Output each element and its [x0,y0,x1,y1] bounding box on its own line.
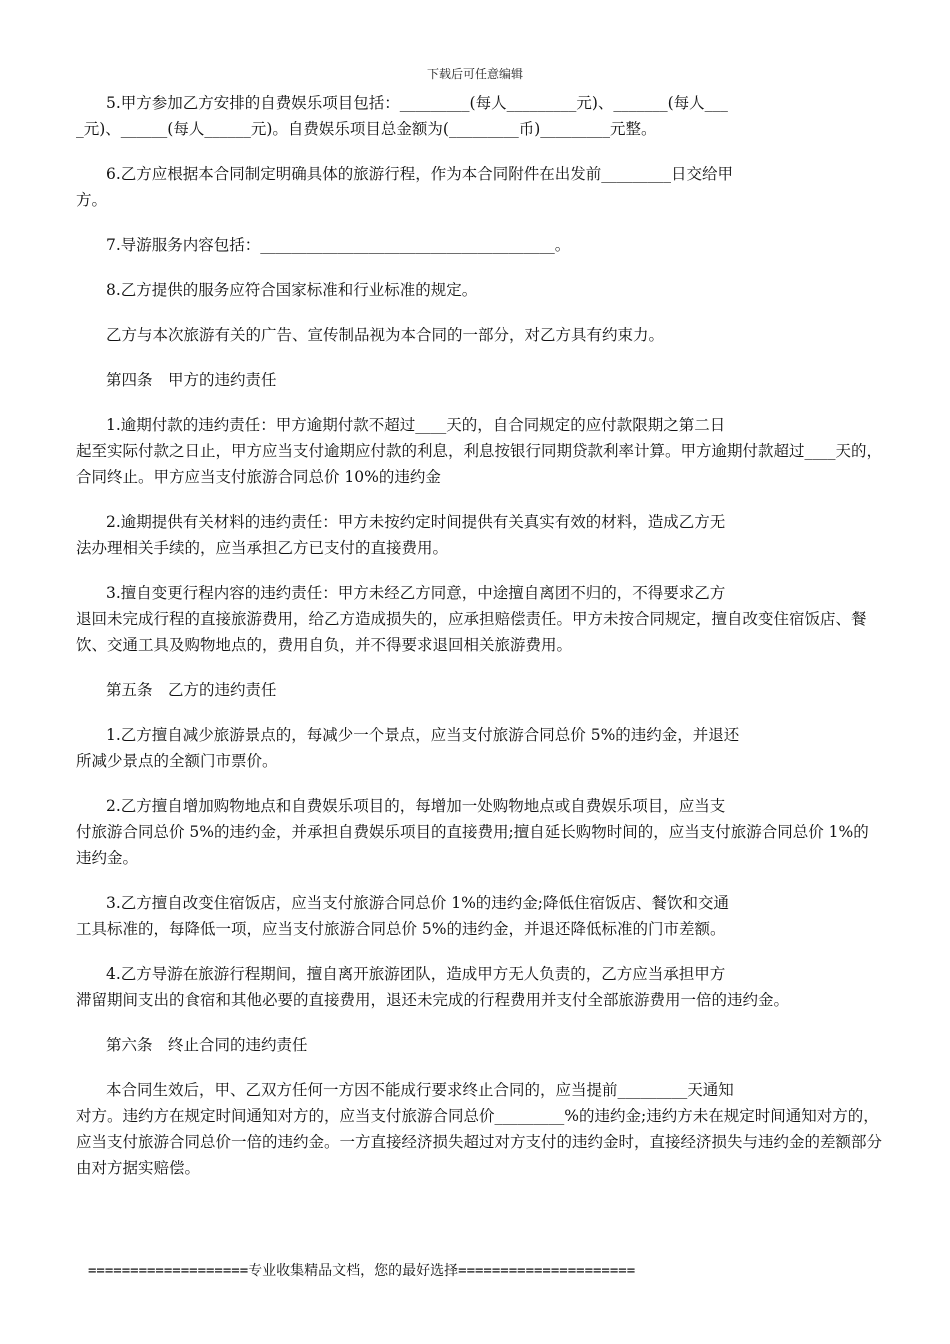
paragraph-continuation: 方。 [76,191,108,209]
paragraph-first-line: 4.乙方导游在旅游行程期间，擅自离开旅游团队，造成甲方无人负责的，乙方应当承担甲方 [106,965,726,983]
section-title: 第四条 甲方的违约责任 [106,371,277,389]
paragraph-continuation: 法办理相关手续的，应当承担乙方已支付的直接费用。 [76,539,449,557]
document-body [76,90,883,1200]
clause-paragraph [76,722,882,774]
paragraph-first-line: 3.擅自变更行程内容的违约责任：甲方未经乙方同意，中途擅自离团不归的，不得要求乙方 [106,584,726,602]
paragraph-continuation: 退回未完成行程的直接旅游费用，给乙方造成损失的，应承担赔偿责任。甲方未按合同规定，擅自改变住宿饭店、餐饮、交通工具及购物地点的，费用自负，并不得要求退回相关旅游费用。 [76,610,867,654]
footer-note: ===================专业收集精品文档，您的最好选择===================== [88,1263,636,1279]
paragraph-continuation: 所减少景点的全额门市票价。 [76,752,278,770]
clause-paragraph [76,412,883,490]
header-note: 下载后可任意编辑 [426,67,523,81]
paragraph-first-line: 乙方与本次旅游有关的广告、宣传制品视为本合同的一部分，对乙方具有约束力。 [106,326,665,344]
paragraph-first-line: 1.逾期付款的违约责任：甲方逾期付款不超过____天的，自合同规定的应付款限期之第二日 [106,416,726,434]
clause-paragraph [76,90,882,142]
paragraph-continuation: 滞留期间支出的食宿和其他必要的直接费用，退还未完成的行程费用并支付全部旅游费用一倍的违约金。 [76,991,790,1009]
paragraph-first-line: 7.导游服务内容包括：______________________________________。 [106,236,571,254]
paragraph-first-line: 5.甲方参加乙方安排的自费娱乐项目包括：_________(每人_________元)、_______(每人___ [106,94,728,112]
clause-paragraph [76,793,882,871]
clause-paragraph [106,277,882,303]
paragraph-first-line: 3.乙方擅自改变住宿饭店，应当支付旅游合同总价 1%的违约金;降低住宿饭店、餐饮和交通 [106,894,730,912]
clause-paragraph [76,509,882,561]
clause-paragraph [76,1077,883,1181]
paragraph-continuation: 起至实际付款之日止，甲方应当支付逾期应付款的利息，利息按银行同期贷款利率计算。甲方逾期付款超过____天的，合同终止。甲方应当支付旅游合同总价 10%的违约金 [76,442,883,486]
paragraph-first-line: 8.乙方提供的服务应符合国家标准和行业标准的规定。 [106,281,478,299]
clause-paragraph [76,161,882,213]
paragraph-first-line: 2.乙方擅自增加购物地点和自费娱乐项目的，每增加一处购物地点或自费娱乐项目，应当支 [106,797,726,815]
paragraph-first-line: 本合同生效后，甲、乙双方任何一方因不能成行要求终止合同的，应当提前_________天通知 [106,1081,734,1099]
paragraph-continuation: 对方。违约方在规定时间通知对方的，应当支付旅游合同总价_________%的违约金;违约方未在规定时间通知对方的，应当支付旅游合同总价一倍的违约金。一方直接经济损失超过对方支付的违约金时，直接经济损失与违约金的差额部分由对方据实赔偿。 [76,1107,883,1177]
clause-paragraph [76,961,882,1013]
clause-paragraph [76,580,882,658]
paragraph-first-line: 2.逾期提供有关材料的违约责任：甲方未按约定时间提供有关真实有效的材料，造成乙方无 [106,513,726,531]
clause-paragraph [76,890,882,942]
paragraph-first-line: 6.乙方应根据本合同制定明确具体的旅游行程，作为本合同附件在出发前_________日交给甲 [106,165,734,183]
paragraph-continuation: _元)、______(每人______元)。自费娱乐项目总金额为(_________币)_________元整。 [76,120,657,138]
clause-paragraph [106,322,882,348]
clause-paragraph [106,232,882,258]
paragraph-continuation: 工具标准的，每降低一项，应当支付旅游合同总价 5%的违约金，并退还降低标准的门市差额。 [76,920,726,938]
section-title: 第六条 终止合同的违约责任 [106,1036,308,1054]
paragraph-continuation: 付旅游合同总价 5%的违约金，并承担自费娱乐项目的直接费用;擅自延长购物时间的，应当支付旅游合同总价 1%的违约金。 [76,823,869,867]
paragraph-first-line: 1.乙方擅自减少旅游景点的，每减少一个景点，应当支付旅游合同总价 5%的违约金，并退还 [106,726,740,744]
section-title: 第五条 乙方的违约责任 [106,681,277,699]
